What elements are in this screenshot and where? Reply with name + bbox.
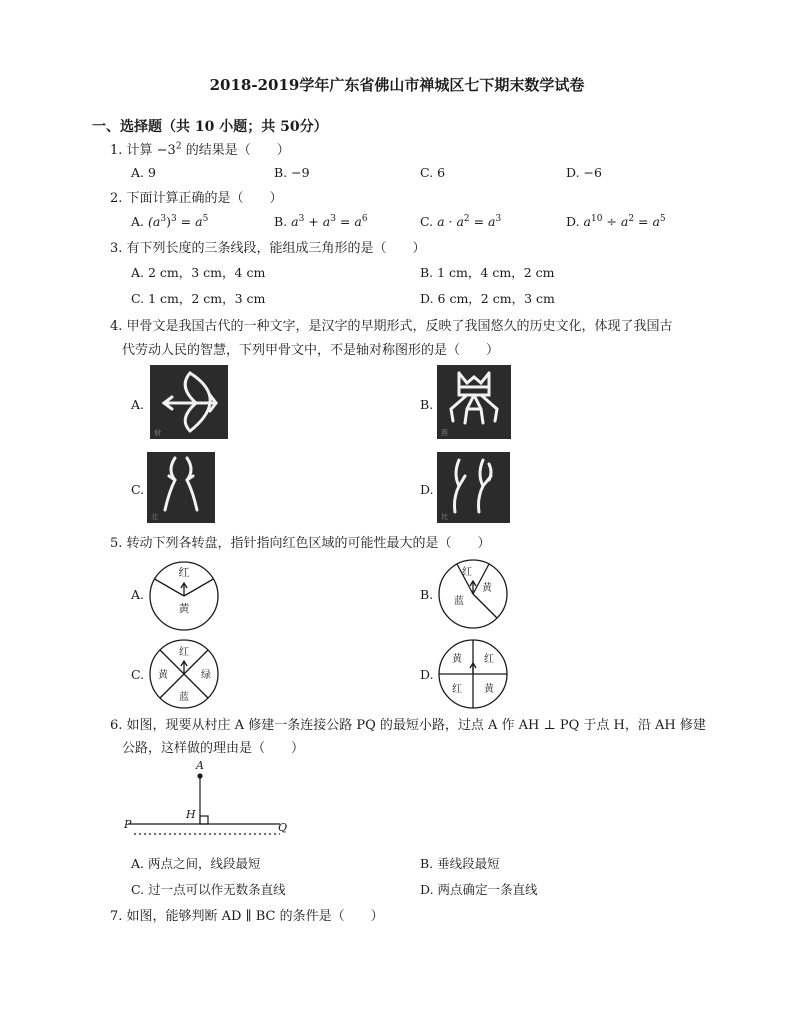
q5-option-d-label[interactable]: D. [420, 667, 434, 682]
spinner-b-label-red: 红 [462, 567, 472, 578]
q2a-mid: ) [166, 214, 171, 229]
q2b-label: B. [274, 214, 292, 229]
q3-option-c[interactable]: C. 1 cm，2 cm，3 cm [131, 291, 266, 306]
glyph-caption: 射 [154, 429, 161, 437]
point-h-label: H [186, 808, 196, 821]
spinner-d-drawing [437, 638, 509, 710]
q2b-expr: a [291, 214, 299, 229]
q1-stem-sup: 2 [175, 141, 182, 152]
question-3-stem: 3. 有下列长度的三条线段，能组成三角形的是（ ） [110, 241, 426, 256]
q5-option-a-label[interactable]: A. [131, 587, 145, 602]
q5-option-c-label[interactable]: C. [131, 667, 145, 682]
q1-stem-tail: 的结果是（ ） [181, 143, 290, 158]
spinner-a-drawing [148, 560, 220, 632]
point-a-label: A [196, 759, 204, 772]
glyph-bei-drawing [147, 452, 215, 523]
q5-option-b-label[interactable]: B. [420, 587, 434, 602]
q2a-expr: (a [147, 214, 161, 229]
q4-option-c-label[interactable]: C. [131, 482, 145, 497]
q6-option-b[interactable]: B. 垂线段最短 [420, 856, 500, 871]
spinner-a-label-yellow: 黄 [178, 602, 190, 615]
q1-stem-text: 1. 计算 −3 [110, 143, 176, 158]
q6-option-d[interactable]: D. 两点确定一条直线 [420, 882, 538, 897]
q2d-sup2: 2 [628, 213, 635, 224]
spinner-b[interactable] [437, 558, 509, 634]
q2-option-a[interactable] [131, 214, 208, 230]
question-4-stem-line1: 4. 甲骨文是我国古代的一种文字，是汉字的早期形式，反映了我国悠久的历史文化，体现了我国古 [110, 319, 673, 334]
q1-option-c[interactable]: C. 6 [420, 165, 446, 180]
spinner-d-label-br: 黄 [484, 684, 494, 695]
q2d-label: D. [566, 214, 584, 229]
q2b-tail: = a [335, 214, 362, 229]
q2c-sup1: 2 [463, 213, 470, 224]
spinner-c-label-blue: 蓝 [179, 692, 189, 703]
q2d-mid: ÷ a [602, 214, 629, 229]
q6-option-c[interactable]: C. 过一点可以作无数条直线 [131, 882, 286, 897]
spinner-d-label-tr: 红 [484, 654, 494, 665]
question-6-stem-line1: 6. 如图，现要从村庄 A 修建一条连接公路 PQ 的最短小路，过点 A 作 AH ⊥ PQ 于点 H，沿 AH 修建 [110, 718, 706, 733]
q3-option-d[interactable]: D. 6 cm，2 cm，3 cm [420, 291, 555, 306]
spinner-a[interactable] [148, 560, 220, 636]
page-title: 2018-2019学年广东省佛山市禅城区七下期末数学试卷 [209, 76, 585, 94]
glyph-yan-drawing [437, 365, 511, 439]
question-2-stem: 2. 下面计算正确的是（ ） [110, 191, 283, 206]
question-1-stem [110, 142, 290, 160]
q6-option-a[interactable]: A. 两点之间，线段最短 [131, 856, 261, 871]
oracle-glyph-yan-image[interactable] [437, 365, 511, 439]
q1-option-b[interactable]: B. −9 [274, 165, 310, 180]
q4-option-b-label[interactable]: B. [420, 397, 434, 412]
q4-option-a-label[interactable]: A. [131, 397, 145, 412]
q2d-expr: a [583, 214, 591, 229]
spinner-d-label-tl: 黄 [452, 654, 462, 665]
spinner-d[interactable] [437, 638, 509, 714]
spinner-c-label-red: 红 [179, 647, 189, 658]
glyph-bi-drawing [437, 452, 510, 523]
spinner-c[interactable] [148, 638, 220, 714]
glyph-caption: 比 [441, 513, 448, 521]
q1-option-d[interactable]: D. −6 [566, 165, 602, 180]
glyph-caption: 燕 [441, 429, 448, 437]
q4-option-d-label[interactable]: D. [420, 482, 434, 497]
q2b-sup2: 3 [330, 213, 336, 224]
q2-option-b[interactable] [274, 214, 368, 230]
section-heading: 一、选择题（共 10 小题；共 50分） [92, 119, 328, 135]
q2b-sup3: 6 [361, 213, 368, 224]
q2a-sup2: 3 [170, 213, 177, 224]
spinner-b-drawing [437, 558, 509, 630]
figure-road-village [120, 758, 300, 844]
q2-option-d[interactable] [566, 214, 666, 230]
spinner-c-drawing [148, 638, 220, 710]
spinner-b-label-blue: 蓝 [454, 596, 464, 607]
glyph-caption: 北 [151, 513, 158, 521]
q2c-sup2: 3 [495, 213, 502, 224]
q2d-tail: = a [634, 214, 660, 229]
glyph-she-drawing [150, 365, 228, 439]
q2c-expr: a · a [437, 214, 464, 229]
q2a-sup1: 3 [160, 213, 167, 224]
point-q-label: Q [278, 821, 288, 834]
question-5-stem: 5. 转动下列各转盘，指针指向红色区域的可能性最大的是（ ） [110, 536, 491, 551]
question-7-stem: 7. 如图，能够判断 AD ∥ BC 的条件是（ ） [110, 909, 384, 924]
point-p-label: P [124, 818, 132, 831]
perpendicular-figure [120, 758, 300, 848]
q2c-mid: = a [469, 214, 496, 229]
q3-option-b[interactable]: B. 1 cm，4 cm，2 cm [420, 265, 555, 280]
q2c-label: C. [420, 214, 438, 229]
oracle-glyph-she-image[interactable] [150, 365, 228, 439]
oracle-glyph-bi-image[interactable] [437, 452, 510, 523]
q2a-label: A. [131, 214, 148, 229]
q2a-sup3: 5 [202, 213, 209, 224]
spinner-a-label-red: 红 [178, 566, 190, 579]
spinner-c-label-green: 绿 [201, 670, 211, 681]
q3-option-a[interactable]: A. 2 cm，3 cm，4 cm [131, 265, 266, 280]
q2b-sup1: 3 [298, 213, 305, 224]
q2-option-c[interactable] [420, 214, 501, 230]
spinner-d-label-bl: 红 [452, 684, 462, 695]
q2d-sup3: 5 [659, 213, 666, 224]
oracle-glyph-bei-image[interactable] [147, 452, 215, 523]
q2a-tail: = a [176, 214, 203, 229]
question-6-stem-line2: 公路，这样做的理由是（ ） [122, 741, 305, 756]
spinner-c-label-yellow: 黄 [158, 670, 168, 681]
question-4-stem-line2: 代劳动人民的智慧，下列甲骨文中，不是轴对称图形的是（ ） [122, 343, 500, 358]
spinner-b-label-yellow: 黄 [482, 583, 492, 594]
q2b-mid: + a [304, 214, 331, 229]
q1-option-a[interactable]: A. 9 [131, 165, 156, 180]
q2d-sup1: 10 [590, 213, 603, 224]
